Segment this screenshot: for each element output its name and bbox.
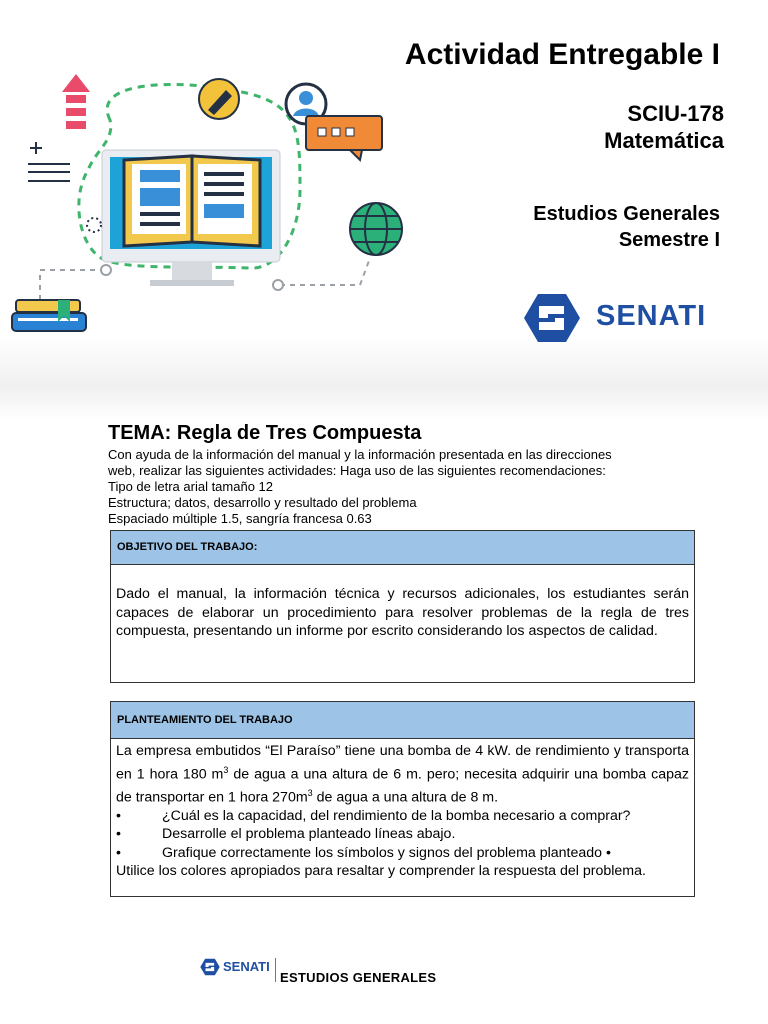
senati-footer-logo-icon [200,958,220,976]
list-item: • Grafique correctamente los símbolos y signos del problema planteado • [116,844,611,861]
list-item: • Desarrolle el problema planteado líneas abajo. [116,826,456,843]
instruction-line: Tipo de letra arial tamaño 12 [108,479,274,494]
closing-text: Utilice los colores apropiados para resaltar y comprender la respuesta del problema. [116,863,646,880]
planteamiento-body [111,739,694,887]
text-lines-icon [28,142,70,181]
program-name: Estudios Generales [533,203,720,225]
objetivo-heading: OBJETIVO DEL TRABAJO: [111,531,694,565]
list-item: • ¿Cuál es la capacidad, del rendimiento de la bomba necesario a comprar? [116,807,631,824]
bullet-icon: • [116,826,121,843]
footer-divider [275,958,276,982]
objetivo-box [110,530,695,683]
pencil-icon [199,79,239,119]
bullet-icon: • [116,844,121,861]
tema-section [108,420,696,527]
course-code: SCIU-178 [627,101,724,126]
program-info [533,201,720,253]
cover-banner [0,0,768,420]
course-name: Matemática [604,128,724,153]
globe-icon [350,203,402,255]
open-book-icon [124,156,260,246]
instruction-line: Estructura; datos, desarrollo y resultado del problema [108,495,417,510]
planteamiento-box [110,701,695,897]
senati-logo-mark-icon [524,292,580,344]
senati-logo-text: SENATI [596,300,707,332]
footer-label: ESTUDIOS GENERALES [280,970,437,985]
instruction-line: web, realizar las siguientes actividades: Haga uso de las siguientes recomendaciones: [108,463,606,478]
instruction-line: Espaciado múltiple 1.5, sangría francesa 0.63 [108,511,372,526]
tema-title: TEMA: Regla de Tres Compuesta [108,422,422,444]
instruction-line: Con ayuda de la información del manual y la información presentada en las direcciones [108,447,612,462]
semester: Semestre I [618,229,720,251]
bullet-icon: • [116,807,121,824]
senati-logo [524,292,724,344]
dotted-circle-icon [87,218,101,232]
document-title: Actividad Entregable I [404,38,720,71]
objetivo-text: Dado el manual, la información técnica y recursos adicionales, los estudiantes serán capaces de elaborar un procedimiento para resolver problemas de la regla de tres compuesta, presentando un informe por escrito considerando los aspectos de calidad. [116,586,689,639]
problem-statement: La empresa embutidos “El Paraíso” tiene una bomba de 4 kW. de rendimiento y transporta en 1 hora 180 $m^3$ de agua a una altura de 6 m. pero; necesita adquirir una bomba capaz de transportar en 1 hora $270m^3$ de agua a una altura de 8 m. [116,743,690,806]
chat-bubble-icon [306,116,382,160]
upload-arrow-icon [62,74,90,129]
tema-instructions [108,447,696,527]
page-footer [200,956,500,984]
books-stack-icon [12,300,86,331]
footer-logo-text: SENATI [223,959,270,974]
education-illustration [0,0,420,380]
planteamiento-heading: PLANTEAMIENTO DEL TRABAJO [111,702,694,739]
course-info [604,100,724,154]
